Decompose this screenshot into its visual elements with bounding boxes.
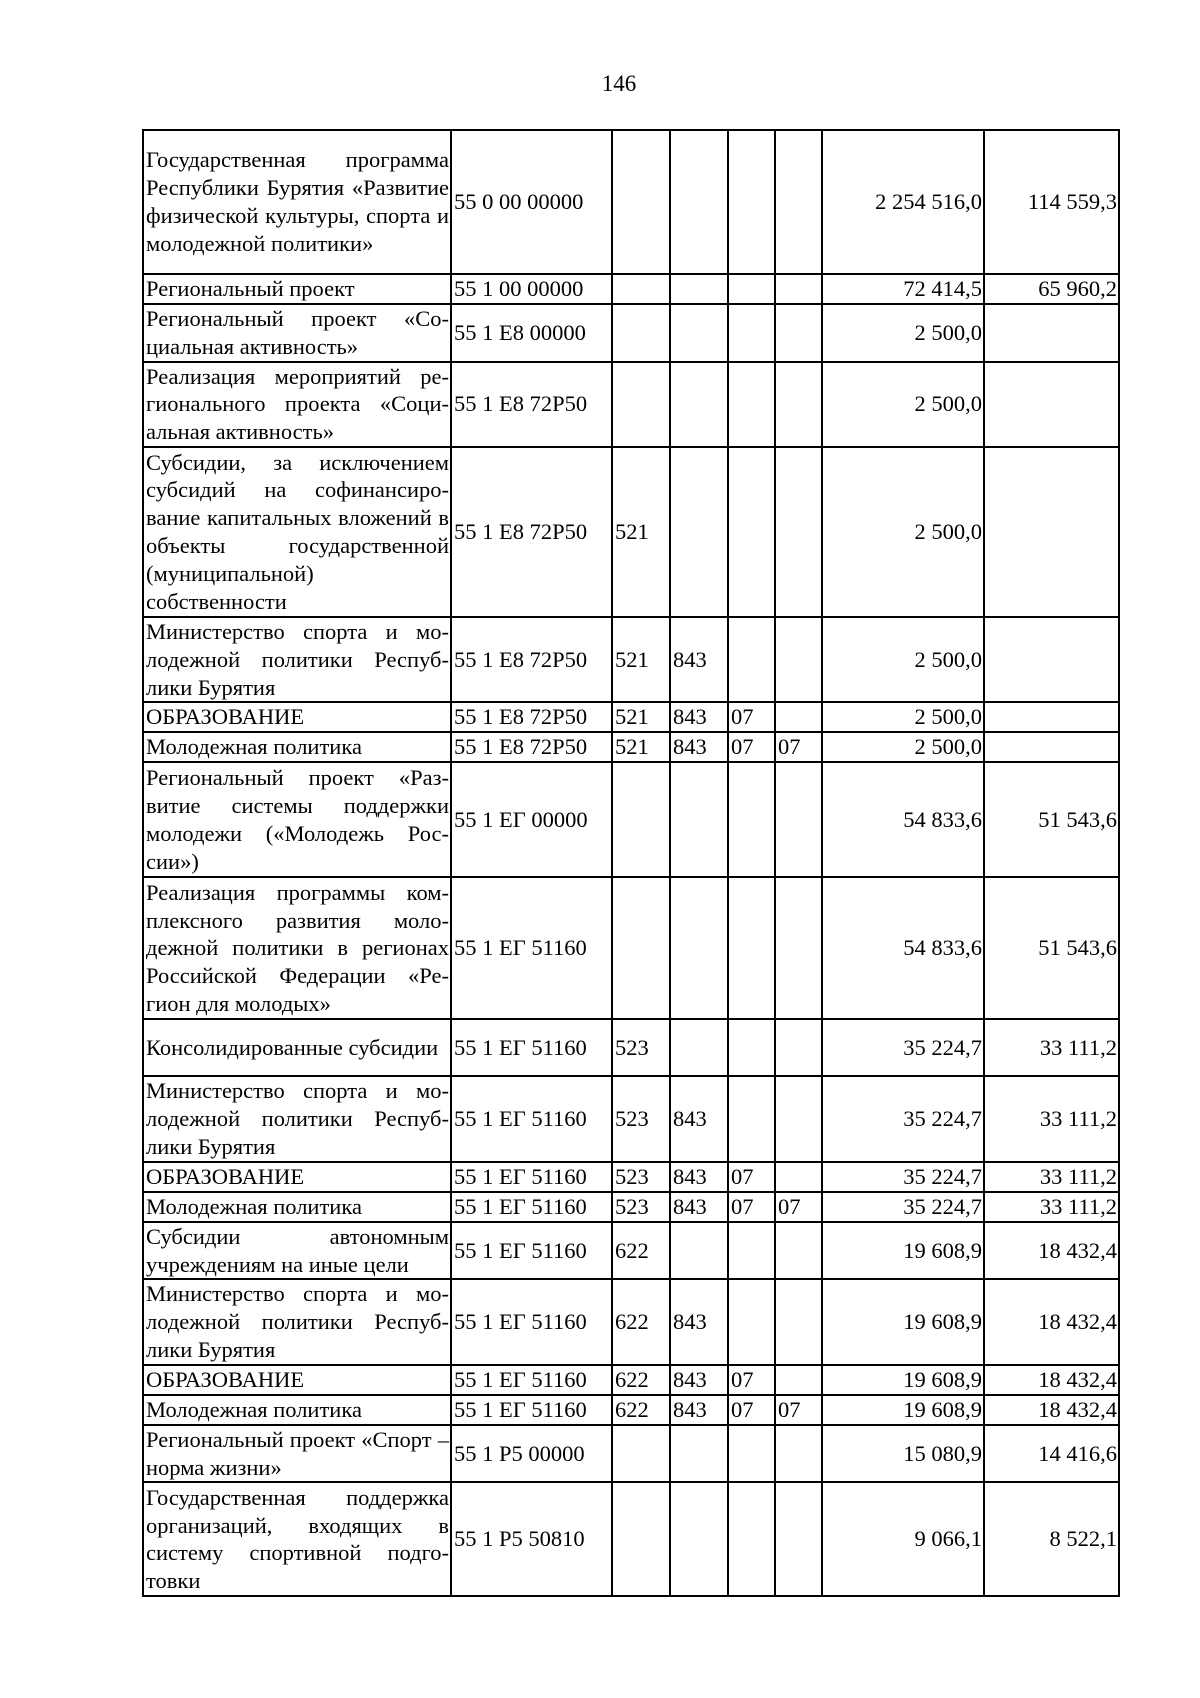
row-name-cell: Министерство спорта и молодежной политики Республики Бурятия <box>143 617 451 702</box>
section-cell <box>728 1076 775 1161</box>
grbs-cell <box>670 1482 728 1596</box>
target-code-cell: 55 1 ЕГ 51160 <box>451 1162 612 1192</box>
target-code-cell: 55 1 ЕГ 51160 <box>451 877 612 1019</box>
subsection-cell <box>775 304 822 362</box>
subsection-cell: 07 <box>775 732 822 762</box>
section-cell <box>728 304 775 362</box>
table-row <box>143 1425 1119 1483</box>
section-cell <box>728 617 775 702</box>
expense-type-cell: 523 <box>612 1192 670 1222</box>
row-name-cell: Региональный проект «Социальная активность» <box>143 304 451 362</box>
section-cell <box>728 274 775 304</box>
grbs-cell: 843 <box>670 617 728 702</box>
grbs-cell <box>670 1222 728 1280</box>
amount-cell-1: 2 500,0 <box>822 702 984 732</box>
row-name-cell: Министерство спорта и молодежной политики Республики Бурятия <box>143 1076 451 1161</box>
target-code-cell: 55 1 ЕГ 51160 <box>451 1192 612 1222</box>
target-code-cell: 55 1 Е8 72Р50 <box>451 617 612 702</box>
expense-type-cell: 622 <box>612 1279 670 1364</box>
target-code-cell: 55 1 Е8 72Р50 <box>451 732 612 762</box>
subsection-cell <box>775 1279 822 1364</box>
expense-type-cell <box>612 762 670 877</box>
section-cell: 07 <box>728 1365 775 1395</box>
section-cell: 07 <box>728 1192 775 1222</box>
expense-type-cell: 622 <box>612 1222 670 1280</box>
table-row <box>143 130 1119 274</box>
table-row <box>143 1162 1119 1192</box>
amount-cell-2: 51 543,6 <box>984 877 1119 1019</box>
amount-cell-1: 2 500,0 <box>822 617 984 702</box>
amount-cell-2: 14 416,6 <box>984 1425 1119 1483</box>
row-name-cell: ОБРАЗОВАНИЕ <box>143 1162 451 1192</box>
amount-cell-1: 72 414,5 <box>822 274 984 304</box>
amount-cell-2 <box>984 304 1119 362</box>
table-body <box>143 130 1119 1596</box>
grbs-cell: 843 <box>670 1162 728 1192</box>
section-cell: 07 <box>728 702 775 732</box>
grbs-cell: 843 <box>670 1076 728 1161</box>
row-name-cell: Региональный проект «Спорт – норма жизни» <box>143 1425 451 1483</box>
subsection-cell <box>775 362 822 447</box>
target-code-cell: 55 1 Р5 50810 <box>451 1482 612 1596</box>
section-cell <box>728 877 775 1019</box>
row-name-cell: Государственная поддержка организаций, входящих в систему спортивной подготовки <box>143 1482 451 1596</box>
target-code-cell: 55 1 ЕГ 51160 <box>451 1019 612 1076</box>
row-name-cell: ОБРАЗОВАНИЕ <box>143 1365 451 1395</box>
grbs-cell <box>670 304 728 362</box>
target-code-cell: 55 1 ЕГ 51160 <box>451 1076 612 1161</box>
row-name-cell: Молодежная политика <box>143 732 451 762</box>
amount-cell-2: 33 111,2 <box>984 1192 1119 1222</box>
amount-cell-1: 54 833,6 <box>822 877 984 1019</box>
amount-cell-2: 18 432,4 <box>984 1395 1119 1425</box>
row-name-cell: Субсидии автономным учреждениям на иные цели <box>143 1222 451 1280</box>
subsection-cell <box>775 1482 822 1596</box>
row-name-cell: ОБРАЗОВАНИЕ <box>143 702 451 732</box>
expense-type-cell <box>612 877 670 1019</box>
amount-cell-1: 19 608,9 <box>822 1222 984 1280</box>
expense-type-cell: 523 <box>612 1076 670 1161</box>
subsection-cell <box>775 447 822 617</box>
target-code-cell: 55 1 ЕГ 51160 <box>451 1279 612 1364</box>
subsection-cell <box>775 702 822 732</box>
grbs-cell: 843 <box>670 1192 728 1222</box>
target-code-cell: 55 1 ЕГ 51160 <box>451 1365 612 1395</box>
grbs-cell <box>670 1425 728 1483</box>
target-code-cell: 55 1 Е8 72Р50 <box>451 702 612 732</box>
section-cell <box>728 130 775 274</box>
amount-cell-2: 18 432,4 <box>984 1365 1119 1395</box>
expense-type-cell <box>612 274 670 304</box>
amount-cell-1: 2 254 516,0 <box>822 130 984 274</box>
subsection-cell <box>775 274 822 304</box>
budget-table <box>142 129 1120 1597</box>
table-row <box>143 1019 1119 1076</box>
amount-cell-2: 114 559,3 <box>984 130 1119 274</box>
amount-cell-2: 33 111,2 <box>984 1019 1119 1076</box>
section-cell <box>728 1425 775 1483</box>
grbs-cell: 843 <box>670 732 728 762</box>
amount-cell-1: 35 224,7 <box>822 1162 984 1192</box>
amount-cell-1: 2 500,0 <box>822 362 984 447</box>
subsection-cell <box>775 1076 822 1161</box>
target-code-cell: 55 1 Е8 00000 <box>451 304 612 362</box>
amount-cell-2 <box>984 617 1119 702</box>
subsection-cell: 07 <box>775 1192 822 1222</box>
amount-cell-1: 54 833,6 <box>822 762 984 877</box>
grbs-cell: 843 <box>670 702 728 732</box>
grbs-cell <box>670 274 728 304</box>
table-row <box>143 1395 1119 1425</box>
grbs-cell <box>670 130 728 274</box>
amount-cell-2: 65 960,2 <box>984 274 1119 304</box>
amount-cell-2: 51 543,6 <box>984 762 1119 877</box>
row-name-cell: Региональный проект <box>143 274 451 304</box>
amount-cell-1: 19 608,9 <box>822 1279 984 1364</box>
table-row <box>143 362 1119 447</box>
grbs-cell: 843 <box>670 1279 728 1364</box>
expense-type-cell <box>612 362 670 447</box>
table-row <box>143 274 1119 304</box>
amount-cell-2 <box>984 702 1119 732</box>
amount-cell-1: 2 500,0 <box>822 732 984 762</box>
amount-cell-2: 33 111,2 <box>984 1162 1119 1192</box>
table-row <box>143 732 1119 762</box>
row-name-cell: Реализация мероприятий регионального проекта «Социальная активность» <box>143 362 451 447</box>
amount-cell-1: 19 608,9 <box>822 1365 984 1395</box>
subsection-cell: 07 <box>775 1395 822 1425</box>
row-name-cell: Молодежная политика <box>143 1192 451 1222</box>
amount-cell-1: 2 500,0 <box>822 447 984 617</box>
table-row <box>143 1482 1119 1596</box>
section-cell: 07 <box>728 1162 775 1192</box>
subsection-cell <box>775 762 822 877</box>
row-name-cell: Реализация программы комплексного развития молодежной политики в регионах Российской Федерации «Регион для молодых» <box>143 877 451 1019</box>
amount-cell-2: 18 432,4 <box>984 1279 1119 1364</box>
grbs-cell: 843 <box>670 1395 728 1425</box>
target-code-cell: 55 1 ЕГ 00000 <box>451 762 612 877</box>
table-row <box>143 702 1119 732</box>
expense-type-cell <box>612 1425 670 1483</box>
row-name-cell: Молодежная политика <box>143 1395 451 1425</box>
grbs-cell <box>670 447 728 617</box>
page-number: 146 <box>601 71 637 96</box>
section-cell <box>728 762 775 877</box>
target-code-cell: 55 1 Е8 72Р50 <box>451 362 612 447</box>
target-code-cell: 55 0 00 00000 <box>451 130 612 274</box>
table-row <box>143 304 1119 362</box>
section-cell <box>728 1222 775 1280</box>
row-name-cell: Консолидированные субсидии <box>143 1019 451 1076</box>
expense-type-cell: 521 <box>612 702 670 732</box>
target-code-cell: 55 1 00 00000 <box>451 274 612 304</box>
target-code-cell: 55 1 ЕГ 51160 <box>451 1222 612 1280</box>
section-cell <box>728 447 775 617</box>
target-code-cell: 55 1 Р5 00000 <box>451 1425 612 1483</box>
table-row <box>143 1365 1119 1395</box>
expense-type-cell <box>612 130 670 274</box>
expense-type-cell: 521 <box>612 617 670 702</box>
expense-type-cell: 622 <box>612 1365 670 1395</box>
table-row <box>143 1279 1119 1364</box>
amount-cell-1: 2 500,0 <box>822 304 984 362</box>
table-row <box>143 877 1119 1019</box>
section-cell <box>728 1482 775 1596</box>
grbs-cell <box>670 877 728 1019</box>
target-code-cell: 55 1 Е8 72Р50 <box>451 447 612 617</box>
row-name-cell: Государственная программа Республики Бурятия «Развитие физической культуры, спорта и молодежной политики» <box>143 130 451 274</box>
section-cell: 07 <box>728 732 775 762</box>
table-row <box>143 617 1119 702</box>
section-cell <box>728 362 775 447</box>
expense-type-cell: 523 <box>612 1019 670 1076</box>
section-cell: 07 <box>728 1395 775 1425</box>
subsection-cell <box>775 617 822 702</box>
section-cell <box>728 1279 775 1364</box>
subsection-cell <box>775 1019 822 1076</box>
subsection-cell <box>775 1365 822 1395</box>
table-row <box>143 1192 1119 1222</box>
table-row <box>143 447 1119 617</box>
row-name-cell: Региональный проект «Развитие системы поддержки молодежи («Молодежь России») <box>143 762 451 877</box>
amount-cell-1: 35 224,7 <box>822 1076 984 1161</box>
grbs-cell <box>670 362 728 447</box>
amount-cell-1: 35 224,7 <box>822 1192 984 1222</box>
expense-type-cell: 521 <box>612 732 670 762</box>
amount-cell-2 <box>984 447 1119 617</box>
amount-cell-2 <box>984 362 1119 447</box>
table-row <box>143 1222 1119 1280</box>
expense-type-cell <box>612 1482 670 1596</box>
table-row <box>143 762 1119 877</box>
subsection-cell <box>775 1425 822 1483</box>
expense-type-cell: 521 <box>612 447 670 617</box>
amount-cell-1: 35 224,7 <box>822 1019 984 1076</box>
table-row <box>143 1076 1119 1161</box>
amount-cell-1: 15 080,9 <box>822 1425 984 1483</box>
target-code-cell: 55 1 ЕГ 51160 <box>451 1395 612 1425</box>
subsection-cell <box>775 1222 822 1280</box>
row-name-cell: Субсидии, за исключением субсидий на софинансирование капитальных вложений в объекты государственной (муниципальной) собственности <box>143 447 451 617</box>
row-name-cell: Министерство спорта и молодежной политики Республики Бурятия <box>143 1279 451 1364</box>
subsection-cell <box>775 877 822 1019</box>
amount-cell-2: 33 111,2 <box>984 1076 1119 1161</box>
amount-cell-1: 9 066,1 <box>822 1482 984 1596</box>
amount-cell-2: 18 432,4 <box>984 1222 1119 1280</box>
amount-cell-2 <box>984 732 1119 762</box>
expense-type-cell: 523 <box>612 1162 670 1192</box>
grbs-cell: 843 <box>670 1365 728 1395</box>
subsection-cell <box>775 1162 822 1192</box>
section-cell <box>728 1019 775 1076</box>
expense-type-cell: 622 <box>612 1395 670 1425</box>
grbs-cell <box>670 762 728 877</box>
grbs-cell <box>670 1019 728 1076</box>
expense-type-cell <box>612 304 670 362</box>
amount-cell-1: 19 608,9 <box>822 1395 984 1425</box>
subsection-cell <box>775 130 822 274</box>
amount-cell-2: 8 522,1 <box>984 1482 1119 1596</box>
